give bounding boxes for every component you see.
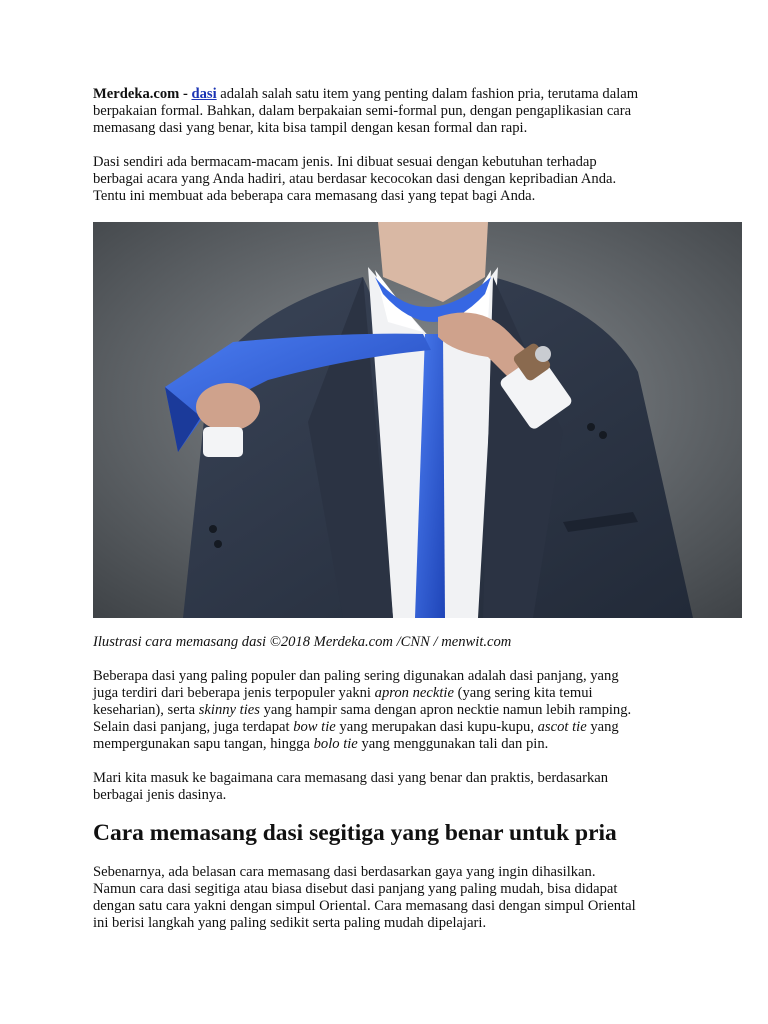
- ascot-tie-term: ascot tie: [537, 719, 587, 735]
- bow-tie-term: bow tie: [293, 719, 336, 735]
- tie-photo: [93, 222, 742, 618]
- oriental-knot-paragraph: Sebenarnya, ada belasan cara memasang dasi berdasarkan gaya yang ingin dihasilkan. Namun cara dasi segitiga atau biasa disebut dasi panjang yang paling mudah, bisa didapat dengan satu cara yakni dengan simpul Oriental. Cara memasang dasi dengan simpul Oriental ini berisi langkah yang paling sedikit serta paling mudah dipelajari.: [93, 864, 636, 931]
- intro-paragraph: Merdeka.com - dasi adalah salah satu item yang penting dalam fashion pria, terutama dalam berpakaian formal. Bahkan, dalam berpakaian semi-formal pun, dengan pengaplikasian cara memasang dasi yang benar, kita bisa tampil dengan kesan formal dan rapi.: [93, 86, 639, 136]
- bolo-tie-term: bolo tie: [313, 736, 358, 752]
- section-heading: Cara memasang dasi segitiga yang benar untuk pria: [93, 820, 617, 846]
- apron-necktie-term: apron necktie: [374, 685, 454, 701]
- tie-types-paragraph: Beberapa dasi yang paling populer dan paling sering digunakan adalah dasi panjang, yang juga terdiri dari beberapa jenis terpopuler yakni apron necktie (yang sering kita temui keseharian), serta skinny ties yang hampir sama dengan apron necktie namun lebih ramping. Selain dasi panjang, juga terdapat bow tie yang merupakan dasi kupu-kupu, ascot tie yang mempergunakan sapu tangan, hingga bolo tie yang menggunakan tali dan pin.: [93, 668, 632, 752]
- dasi-link[interactable]: dasi: [191, 86, 217, 102]
- types-paragraph: Dasi sendiri ada bermacam-macam jenis. Ini dibuat sesuai dengan kebutuhan terhadap berbagai acara yang Anda hadiri, atau berdasar kecocokan dasi dengan kepribadian Anda. Tentu ini membuat ada beberapa cara memasang dasi yang tepat bagi Anda.: [93, 154, 617, 204]
- intro-steps-paragraph: Mari kita masuk ke bagaimana cara memasang dasi yang benar dan praktis, berdasarkan berbagai jenis dasinya.: [93, 770, 609, 803]
- source-label: Merdeka.com -: [93, 86, 188, 102]
- skinny-ties-term: skinny ties: [198, 702, 260, 718]
- image-caption: Ilustrasi cara memasang dasi ©2018 Merdeka.com /CNN / menwit.com: [93, 634, 512, 650]
